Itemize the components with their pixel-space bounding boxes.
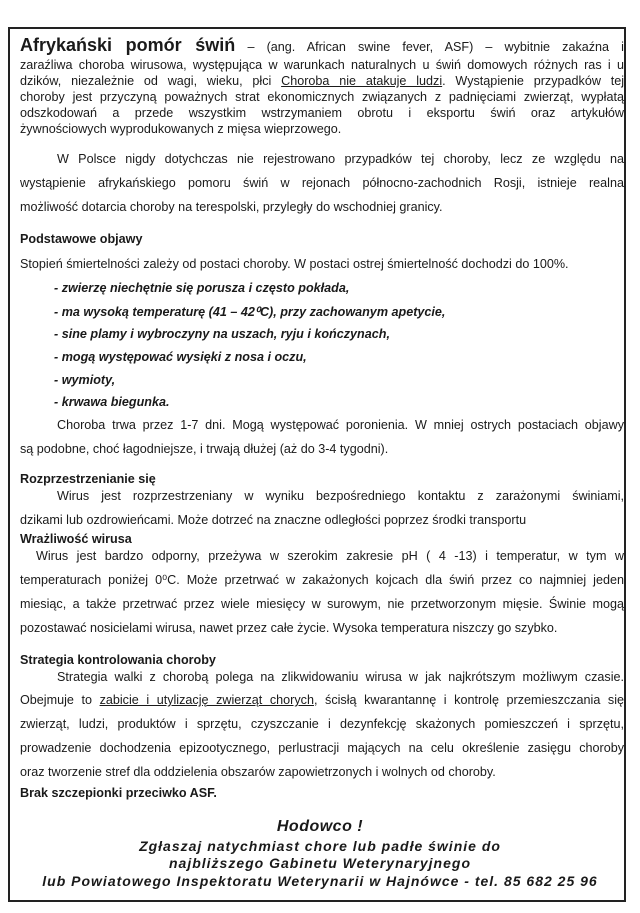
no-humans-note: Choroba nie atakuje ludzi xyxy=(281,74,443,88)
strategy-heading: Strategia kontrolowania choroby xyxy=(20,653,216,667)
no-vaccine-note: Brak szczepionki przeciwko ASF. xyxy=(20,786,217,800)
culling-note: zabicie i utylizację zwierząt chorych xyxy=(99,693,314,707)
duration-line: Choroba trwa przez 1-7 dni. Mogą występować poronienia. W mniej ostrych postaciach objawy xyxy=(57,418,624,432)
strategy-line: zwierząt, ludzi, produktów i sprzętu, czyszczanie i dezynfekcję skażonych pomieszczeń i sprzętu, xyxy=(20,717,624,731)
symptom-item: - mogą występować wysięki z nosa i oczu, xyxy=(54,350,307,364)
strategy-line: prowadzenie dochodzenia epizootycznego, perlustracji mających na celu określenie zasięgu choroby xyxy=(20,741,624,755)
strategy-line: oraz tworzenie stref dla oddzielenia obszarów zapowietrzonych i wolnych od choroby. xyxy=(20,765,496,779)
footer-line: Zgłaszaj natychmiast chore lub padłe świnie do xyxy=(139,838,501,854)
intro-line xyxy=(20,73,624,89)
intro-line: odszkodowań a przede wszystkim wstrzymaniem obrotu i eksportu świń oraz artykułów xyxy=(20,106,624,120)
strategy-text: , ścisłą kwarantannę i kontrolę przemieszczania się xyxy=(313,693,624,707)
resistance-line: Wirus jest bardzo odporny, przeżywa w szerokim zakresie pH ( 4 -13) i temperatur, w tym w xyxy=(36,549,624,563)
symptom-item: - krwawa biegunka. xyxy=(54,395,170,409)
intro-line: żywnościowych wyprodukowanych z mięsa wieprzowego. xyxy=(20,122,342,136)
footer-contact: lub Powiatowego Inspektoratu Weterynarii w Hajnówce - tel. 85 682 25 96 xyxy=(42,873,598,889)
strategy-line xyxy=(20,692,624,708)
title-line xyxy=(20,37,624,55)
document-title: Afrykański pomór świń xyxy=(20,35,236,55)
strategy-text: Obejmuje to xyxy=(20,693,100,707)
poland-line: wystąpienie afrykańskiego pomoru świń w rejonach północno-zachodnich Rosji, istnieje realna xyxy=(20,176,624,190)
resistance-line: pozostawać nosicielami wirusa, nawet przez całe życie. Wysoka temperatura niszczy go szybko. xyxy=(20,621,558,635)
resistance-line: temperaturach poniżej 0⁰C. Może przetrwać w zakażonych kojcach dla świń przez co najmniej jeden xyxy=(20,573,624,587)
spread-line: Wirus jest rozprzestrzeniany w wyniku bezpośredniego kontaktu z zarażonymi świniami, xyxy=(57,489,624,503)
spread-line: dzikami lub ozdrowieńcami. Może dotrzeć na znaczne odległości poprzez środki transportu xyxy=(20,513,527,527)
poland-line: W Polsce nigdy dotychczas nie rejestrowano przypadków tej choroby, lecz ze względu na xyxy=(57,152,624,166)
resistance-line: miesiąc, a także przetrwać przez wiele miesięcy w surowym, nie przetworzonym mięsie. Świnie mogą xyxy=(20,597,624,611)
intro-text: . Wystąpienie przypadków tej xyxy=(442,74,625,88)
mortality-text: Stopień śmiertelności zależy od postaci choroby. W postaci ostrej śmiertelność dochodzi do 100%. xyxy=(20,257,569,271)
intro-text: dzików, niezależnie od wagi, wieku, płci xyxy=(20,74,282,88)
poland-line: możliwość dotarcia choroby na terespolski, przyległy do wschodniej granicy. xyxy=(20,200,443,214)
symptom-item: - ma wysoką temperaturę (41 – 42⁰C), przy zachowanym apetycie, xyxy=(54,305,446,319)
intro-line: choroby jest przyczyną poważnych strat ekonomicznych związanych z padnięciami zwierząt, wypłatą xyxy=(20,90,624,104)
symptoms-heading: Podstawowe objawy xyxy=(20,232,143,246)
symptom-item: - wymioty, xyxy=(54,373,116,387)
intro-line: zaraźliwa choroba wirusowa, występująca w warunkach naturalnych u świń domowych różnych ras i u xyxy=(20,58,624,72)
title-dash: – xyxy=(235,40,267,54)
footer-line: najbliższego Gabinetu Weterynaryjnego xyxy=(168,855,471,871)
strategy-line: Strategia walki z chorobą polega na zlikwidowaniu wirusa w jak najkrótszym możliwym czasie. xyxy=(57,670,624,684)
symptom-item: - zwierzę niechętnie się porusza i często pokłada, xyxy=(54,281,350,295)
spread-heading: Rozprzestrzenianie się xyxy=(20,472,156,486)
duration-line: są podobne, choć łagodniejsze, i trwają dłużej (aż do 3-4 tygodni). xyxy=(20,442,389,456)
symptom-item: - sine plamy i wybroczyny na uszach, ryju i kończynach, xyxy=(54,327,390,341)
footer-greeting: Hodowco ! xyxy=(276,818,364,835)
resistance-heading: Wrażliwość wirusa xyxy=(20,532,132,546)
title-subtitle: (ang. African swine fever, ASF) – wybitnie zakaźna i xyxy=(266,40,624,54)
